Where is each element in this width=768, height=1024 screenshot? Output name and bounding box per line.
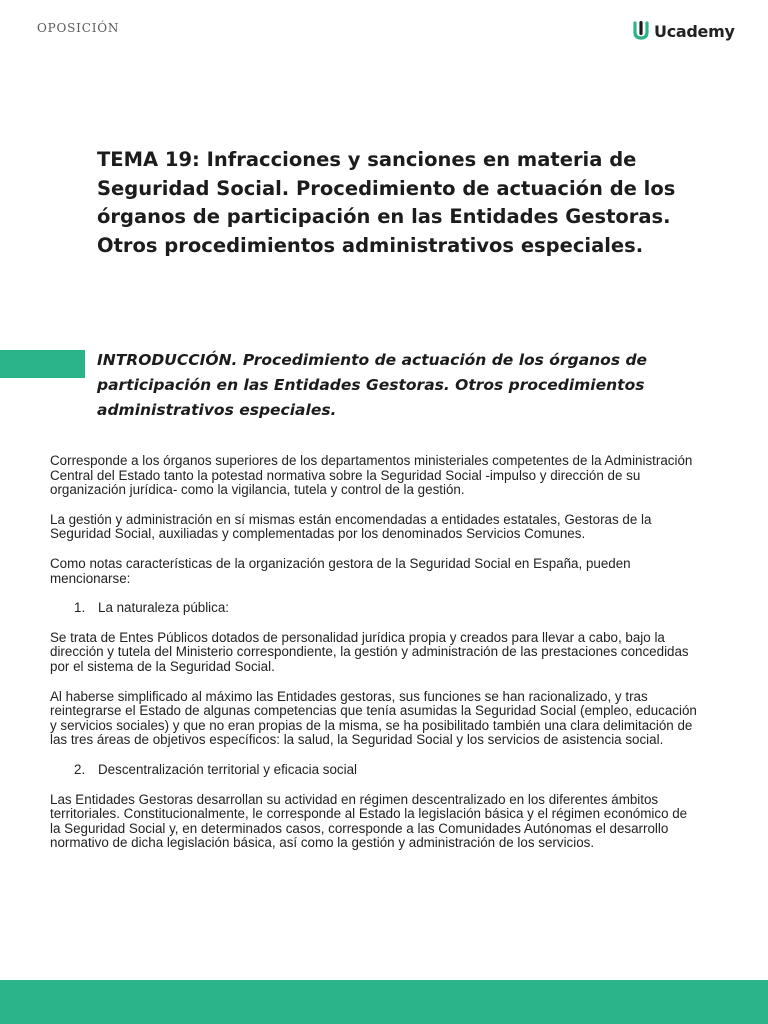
section-accent-bar (0, 350, 85, 378)
paragraph: Como notas características de la organización gestora de la Seguridad Social en España, pueden mencionarse: (50, 555, 631, 586)
list-item (50, 763, 700, 778)
list-item-text: Descentralización territorial y eficacia social (98, 761, 357, 777)
paragraph: Al haberse simplificado al máximo las Entidades gestoras, sus funciones se han racionalizado, y tras reintegrarse el Estado de algunas competencias que tenía asumidas la Seguridad Social (empleo, educación y servicios sociales) y que no eran propias de la misma, se ha posibilitado también una clara delimitación de las tres áreas de objetivos específicos: la salud, la Seguridad Social y los servicios de asistencia social. (50, 688, 697, 748)
brand-logo[interactable] (632, 20, 735, 42)
list-number: 2. (74, 761, 86, 777)
section-heading: INTRODUCCIÓN. Procedimiento de actuación de los órganos de participación en las Entidades Gestoras. Otros procedimientos administrativos especiales. (97, 351, 648, 419)
list-number: 1. (74, 600, 86, 616)
header-label: OPOSICIÓN (37, 21, 120, 35)
paragraph: Las Entidades Gestoras desarrollan su actividad en régimen descentralizado en los diferentes ámbitos territoriales. Constitucionalmente, le corresponde al Estado la legislación básica y el régimen económico de la Seguridad Social y, en determinados casos, corresponde a las Comunidades Autónomas el desarrollo normativo de dicha legislación básica, así como la gestión y administración de los servicios. (50, 791, 688, 851)
paragraph: Corresponde a los órganos superiores de los departamentos ministeriales competentes de la Administración Central del Estado tanto la potestad normativa sobre la Seguridad Social -impulso y dirección de su organización jurídica- como la vigilancia, tutela y control de la gestión. (50, 453, 693, 498)
footer-bar (0, 980, 768, 1024)
list-item (50, 601, 700, 616)
list-item-text: La naturaleza pública: (98, 600, 230, 616)
paragraph: Se trata de Entes Públicos dotados de personalidad jurídica propia y creados para llevar a cabo, bajo la dirección y tutela del Ministerio correspondiente, la gestión y administración de las prestaciones concedidas por el sistema de la Seguridad Social. (50, 629, 689, 674)
ucademy-logo-icon (632, 20, 650, 42)
paragraph: La gestión y administración en sí mismas están encomendadas a entidades estatales, Gestoras de la Seguridad Social, auxiliadas y complementadas por los denominados Servicios Comunes. (50, 511, 652, 542)
document-title: TEMA 19: Infracciones y sanciones en materia de Seguridad Social. Procedimiento de actuación de los órganos de participación en las Entidades Gestoras. Otros procedimientos administrativos especiales. (97, 148, 676, 257)
document-body (50, 454, 700, 866)
brand-name: Ucademy (654, 21, 735, 41)
